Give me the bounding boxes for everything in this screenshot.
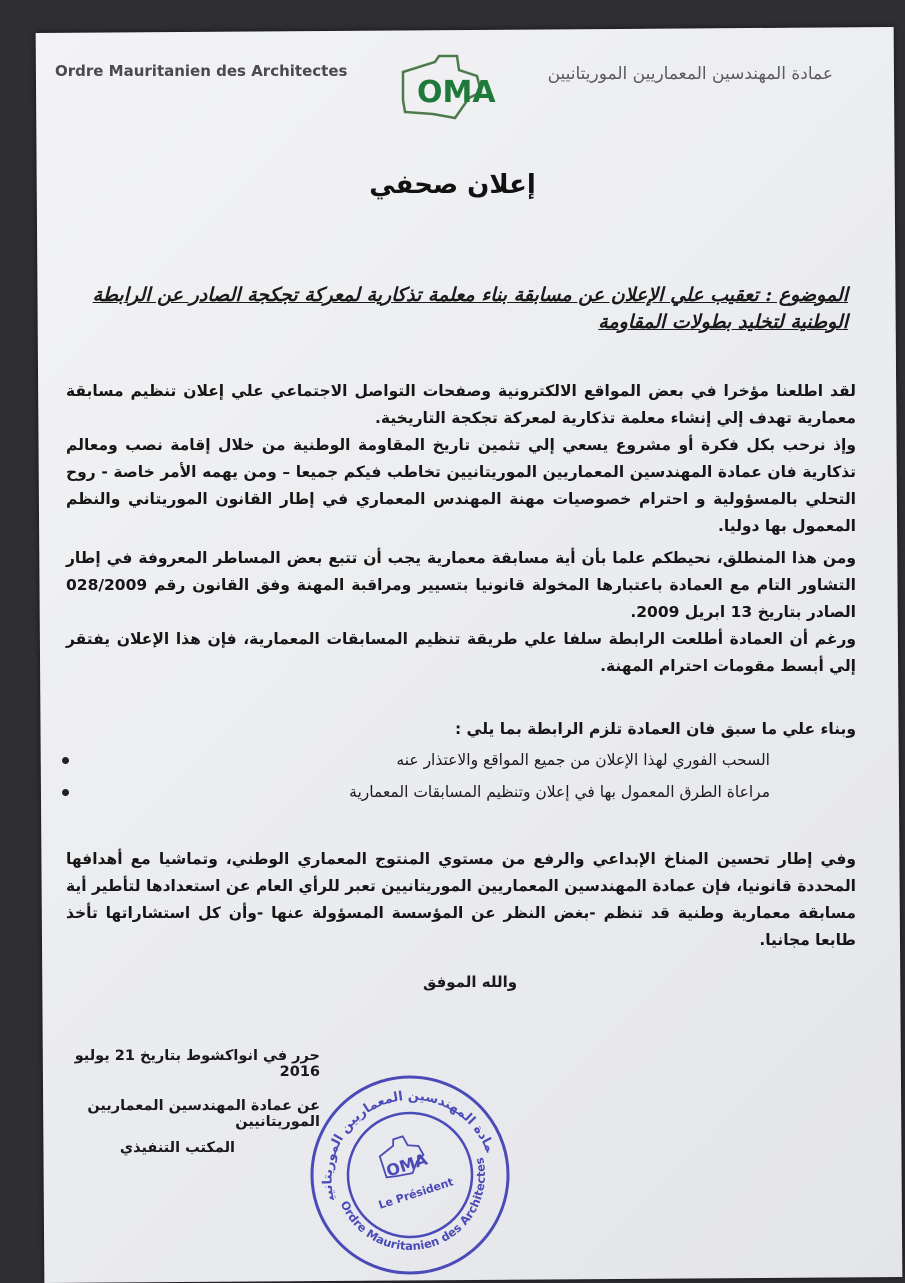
final-section: [66, 846, 856, 954]
subject-line: [80, 282, 848, 336]
demand-item-1: السحب الفوري لهذا الإعلان من جميع المواقع والاعتذار عنه: [100, 744, 770, 776]
stamp-president-label: Le Président: [376, 1175, 456, 1212]
paragraph-5: وبناء علي ما سبق فان العمادة تلزم الرابطة بما يلي :: [454, 720, 856, 738]
demands-list: [100, 744, 770, 808]
final-paragraph: وفي إطار تحسين المناخ الإبداعي والرفع من مستوي المنتوج المعماري الوطني، وتماشيا مع أهدافها المحددة قانونيا، فإن عمادة المهندسين المعماريين الموريتانيين تعبر للرأي العام عن استعدادها لتأطير أية مسابقة معمارية وطنية قد تنظم -بغض النظر عن المؤسسة المسؤولة عنها -وأن كل استشاراتها تأخذ طابعا مجانيا.: [66, 850, 856, 949]
official-stamp: [305, 1070, 515, 1280]
org-name-arabic: عمادة المهندسين المعماريين الموريتانيين: [547, 64, 833, 84]
place-date: حرر في انواكشوط بتاريخ 21 يوليو 2016: [74, 1048, 320, 1080]
paragraph-1: لقد اطلعنا مؤخرا في بعض المواقع الالكترونية وصفحات التواصل الاجتماعي علي إعلان تنظيم مسابقة معمارية تهدف إلي إنشاء معلمة تذكارية لمعركة تجكجة التاريخية.: [66, 382, 856, 427]
on-behalf-line: عن عمادة المهندسين المعماريين الموريتانيين: [87, 1098, 320, 1130]
stamp-french-text: Ordre Mauritanien des Architectes: [337, 1156, 489, 1254]
demand-item-2: مراعاة الطرق المعمول بها في إعلان وتنظيم المسابقات المعمارية: [100, 776, 770, 808]
demands-intro: [66, 716, 856, 743]
stamp-logo-text: OMA: [383, 1149, 430, 1181]
paragraph-3: ومن هذا المنطلق، نحيطكم علما بأن أية مسابقة معمارية يجب أن تتبع بعض المساطر المعروفة في إطار التشاور التام مع العمادة باعتبارها المخولة قانونيا بتسيير ومراقبة المهنة وفق القانون رقم 028/2009 الصادر بتاريخ 13 ابريل 2009.: [66, 549, 856, 621]
paragraph-2: وإذ نرحب بكل فكرة أو مشروع يسعي إلي تثمين تاريخ المقاومة الوطنية من خلال إقامة نصب ومعالم تذكارية فان عمادة المهندسين المعماريين الموريتانيين تخاطب فيكم جميعا – ومن يهمه الأمر خاصة - روح التحلي بالمسؤولية و احترام خصوصيات مهنة المهندس المعماري في إطار القانون الموريتاني والنظم المعمول بها دوليا.: [66, 436, 856, 535]
closing-line: والله الموفق: [422, 973, 518, 991]
executive-office: المكتب التنفيذي: [119, 1140, 235, 1156]
org-name-french: Ordre Mauritanien des Architectes: [55, 62, 348, 80]
paragraph-4: ورغم أن العمادة أطلعت الرابطة سلفا علي طريقة تنظيم المسابقات المعمارية، فإن هذا الإعلان يفتقر إلي أبسط مقومات احترام المهنة.: [66, 630, 856, 675]
stamp-arabic-text: عمادة المهندسين المعماريين الموريتانيين: [320, 1088, 498, 1203]
document-title: إعلان صحفي: [369, 170, 536, 200]
subject-text: الموضوع : تعقيب علي الإعلان عن مسابقة بناء معلمة تذكارية لمعركة تجكجة الصادر عن الرابطة الوطنية لتخليد بطولات المقاومة: [92, 284, 848, 333]
legal-section: [66, 545, 856, 680]
intro-section: [66, 378, 856, 540]
oma-logo: [395, 52, 525, 122]
logo-text: OMA: [417, 75, 496, 110]
